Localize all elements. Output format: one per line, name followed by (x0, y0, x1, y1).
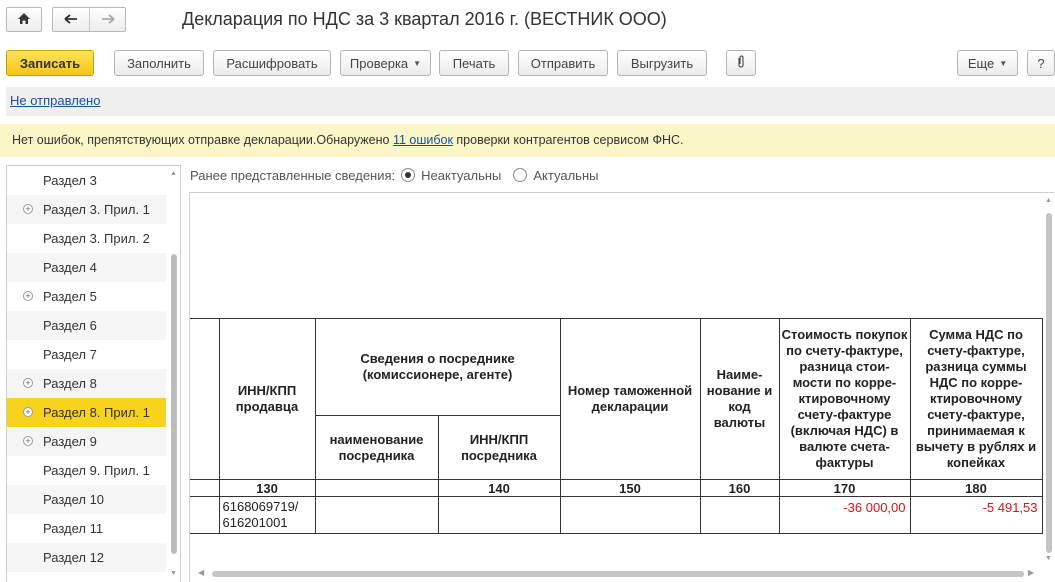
check-dropdown-button[interactable] (340, 50, 431, 76)
sections-scrollbar[interactable] (168, 166, 180, 582)
more-button-label: Еще (967, 55, 995, 71)
title-bar (0, 0, 1055, 40)
code-160: 160 (700, 480, 779, 497)
scroll-left-icon[interactable]: ◀ (198, 568, 205, 577)
radio-selected-dot (405, 172, 411, 178)
header-intermediary-name: наименование посредника (315, 416, 438, 480)
chevron-down-icon: ▼ (999, 58, 1008, 68)
section-item[interactable] (7, 369, 166, 398)
arrow-left-icon (64, 12, 78, 27)
prior-info-row (190, 166, 598, 184)
content-horizontal-scrollbar[interactable] (190, 567, 1042, 581)
code-180: 180 (910, 480, 1042, 497)
table-cell (190, 319, 219, 480)
arrow-right-icon (101, 12, 115, 27)
scroll-up-icon[interactable]: ▲ (1045, 197, 1052, 204)
cell-currency[interactable] (700, 497, 779, 534)
section-content (189, 192, 1055, 582)
header-customs-declaration: Номер таможенной декларации (560, 319, 700, 480)
expand-icon[interactable]: + (23, 291, 33, 301)
cell-inn-kpp[interactable]: 6168069719/ 616201001 (219, 497, 315, 534)
section-label: Раздел 4 (43, 260, 97, 275)
notice-text-tail: проверки контрагентов сервисом ФНС. (452, 133, 684, 147)
section-label: Раздел 8 (43, 376, 97, 391)
section-table (190, 318, 1043, 534)
section-label: Раздел 11 (43, 521, 104, 536)
home-icon (17, 12, 31, 28)
section-item[interactable] (7, 514, 166, 543)
expand-icon[interactable]: + (23, 204, 33, 214)
section-item[interactable] (7, 253, 166, 282)
header-purchase-cost: Стоимость покупок по счету-фактуре, разница стои-мости по корре-ктировочному счету-фактуре (включая НДС) в валюте счета-фактуры (779, 319, 910, 480)
prior-info-label: Ранее представленные сведения: (190, 167, 396, 183)
decode-button[interactable]: Расшифровать (213, 50, 331, 76)
table-cell (190, 480, 219, 497)
help-button[interactable]: ? (1027, 50, 1055, 76)
header-inn-kpp-seller: ИНН/КПП продавца (219, 319, 315, 480)
fill-button[interactable]: Заполнить (114, 50, 204, 76)
table-cell (315, 480, 438, 497)
notice-text: Нет ошибок, препятствующих отправке декларации.Обнаружено (12, 133, 393, 147)
expand-icon[interactable]: + (23, 436, 33, 446)
cell-intermediary-inn[interactable] (438, 497, 560, 534)
send-button[interactable]: Отправить (518, 50, 608, 76)
section-label: Раздел 12 (43, 550, 105, 565)
status-bar (6, 87, 1055, 116)
radio-actual-label[interactable]: Актуальны (533, 167, 599, 183)
section-item[interactable] (7, 282, 166, 311)
code-130: 130 (219, 480, 315, 497)
radio-not-actual-label[interactable]: Неактуальны (421, 167, 502, 183)
cell-intermediary-name[interactable] (315, 497, 438, 534)
section-label: Раздел 8. Прил. 1 (43, 405, 150, 420)
table-cell (190, 497, 219, 534)
export-button[interactable]: Выгрузить (617, 50, 707, 76)
scrollbar-thumb[interactable] (212, 571, 1024, 577)
check-button-label: Проверка (349, 55, 409, 71)
chevron-down-icon: ▼ (413, 58, 422, 68)
more-dropdown-button[interactable] (957, 50, 1018, 76)
content-vertical-scrollbar[interactable] (1043, 193, 1055, 582)
back-button[interactable] (53, 8, 89, 31)
section-label: Раздел 3. Прил. 1 (43, 202, 150, 217)
errors-link[interactable]: 11 ошибок (392, 133, 453, 147)
expand-icon[interactable]: + (23, 407, 33, 417)
section-item[interactable] (7, 456, 166, 485)
table-row (190, 497, 1042, 534)
radio-not-actual[interactable] (401, 168, 415, 182)
section-label: Раздел 5 (43, 289, 97, 304)
code-150: 150 (560, 480, 700, 497)
section-item[interactable] (7, 340, 166, 369)
header-intermediary: Сведения о посреднике (комиссионере, агенте) (315, 319, 560, 416)
check-notice (0, 124, 1055, 157)
section-item[interactable] (7, 311, 166, 340)
code-140: 140 (438, 480, 560, 497)
section-label: Раздел 3. Прил. 2 (43, 231, 150, 246)
attach-button[interactable] (726, 50, 756, 76)
cell-vat-amount[interactable]: -5 491,53 (910, 497, 1042, 534)
header-intermediary-inn: ИНН/КПП посредника (438, 416, 560, 480)
sections-list (6, 165, 181, 582)
section-label: Раздел 9. Прил. 1 (43, 463, 150, 478)
scroll-right-icon[interactable]: ▶ (1028, 568, 1035, 577)
section-label: Раздел 10 (43, 492, 105, 507)
header-currency: Наиме-нование и код валюты (700, 319, 779, 480)
cell-purchase-cost[interactable]: -36 000,00 (779, 497, 910, 534)
section-item-selected[interactable] (7, 398, 166, 427)
scrollbar-thumb[interactable] (1046, 213, 1052, 553)
radio-actual[interactable] (513, 168, 527, 182)
scroll-down-icon[interactable]: ▼ (1045, 555, 1052, 562)
section-label: Раздел 6 (43, 318, 97, 333)
section-item[interactable] (7, 543, 166, 572)
section-item[interactable] (7, 224, 166, 253)
scroll-down-icon[interactable]: ▼ (170, 570, 177, 577)
section-label: Раздел 3 (43, 173, 97, 188)
paperclip-icon (737, 55, 745, 71)
section-item[interactable] (7, 427, 166, 456)
cell-customs-declaration[interactable] (560, 497, 700, 534)
forward-button[interactable] (89, 8, 125, 31)
history-nav (52, 7, 126, 32)
section-item[interactable] (7, 166, 166, 195)
scroll-up-icon[interactable]: ▲ (170, 170, 177, 177)
home-button[interactable] (6, 7, 42, 32)
section-label: Раздел 9 (43, 434, 97, 449)
code-170: 170 (779, 480, 910, 497)
send-status-link[interactable]: Не отправлено (10, 93, 101, 108)
section-label: Раздел 7 (43, 347, 97, 362)
expand-icon[interactable]: + (23, 378, 33, 388)
scrollbar-thumb[interactable] (171, 254, 177, 554)
save-button[interactable]: Записать (6, 50, 94, 76)
section-item[interactable] (7, 195, 166, 224)
section-item[interactable] (7, 485, 166, 514)
header-vat-amount: Сумма НДС по счету-фактуре, разница суммы НДС по корре-ктировочному счету-фактуре, принимаемая к вычету в рублях и копейках (910, 319, 1042, 480)
print-button[interactable]: Печать (439, 50, 509, 76)
page-title: Декларация по НДС за 3 квартал 2016 г. (ВЕСТНИК ООО) (182, 9, 667, 29)
